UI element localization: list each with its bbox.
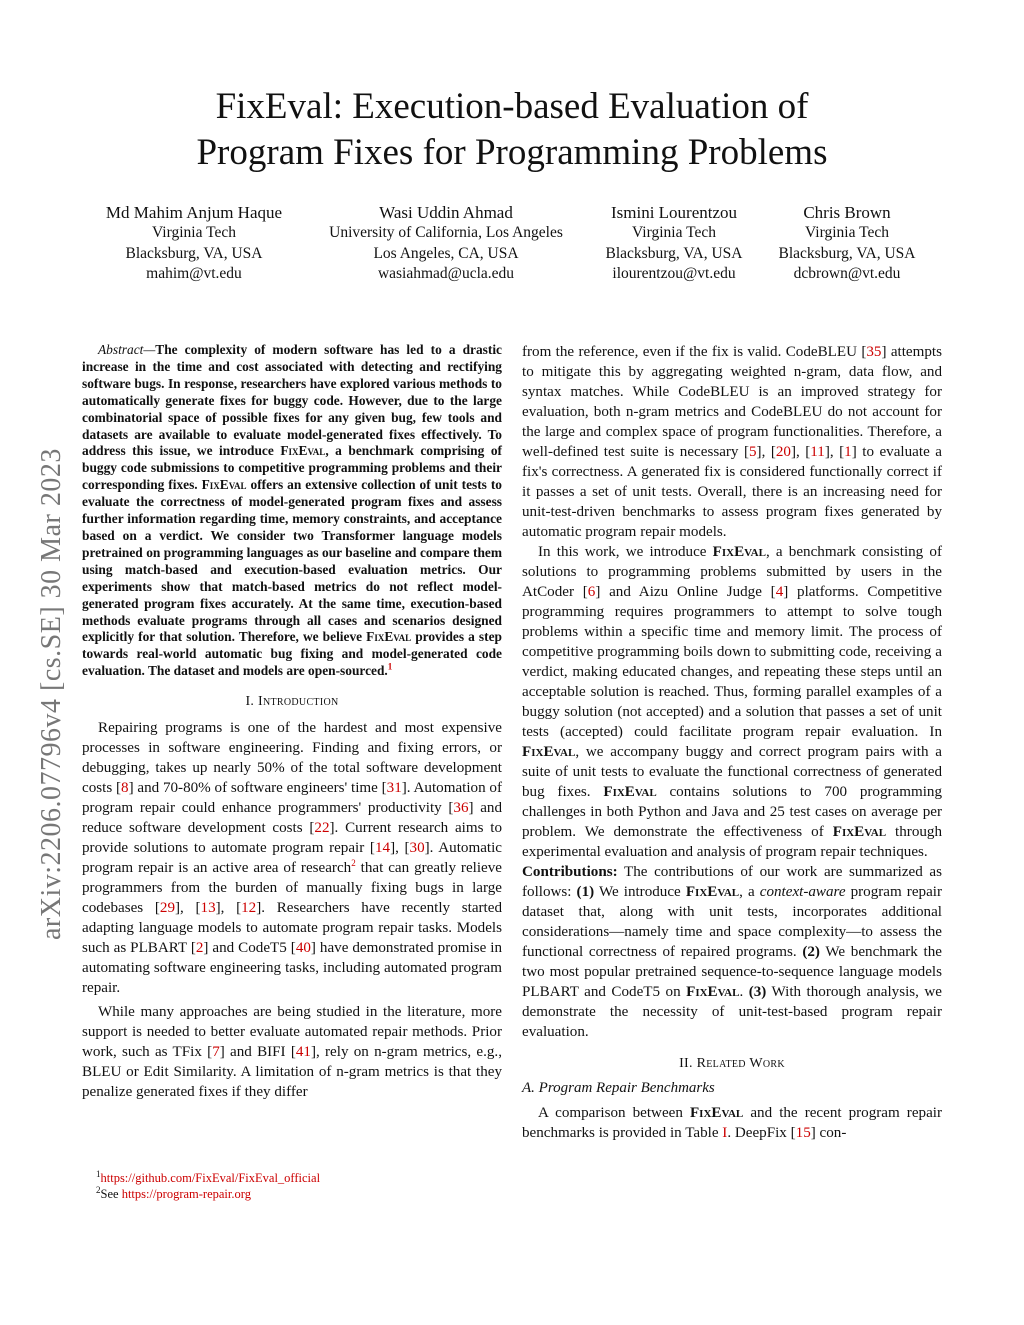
citation-link[interactable]: 40 [295,940,311,957]
citation-link[interactable]: 41 [295,1044,311,1061]
citation-link[interactable]: 6 [587,584,596,600]
fixeval-name: FixEval [603,784,657,800]
author-email: mahim@vt.edu [146,265,242,282]
author-location: Los Angeles, CA, USA [373,244,519,262]
citation-link[interactable]: 29 [159,900,175,917]
fixeval-name: FixEval [201,477,247,493]
footnote-ref[interactable]: 1 [387,661,393,672]
author-affiliation: University of California, Los Angeles [329,224,563,241]
abstract-label: Abstract— [98,342,156,357]
citation-link[interactable]: 12 [241,900,257,917]
fixeval-name: FixEval [366,629,412,645]
table-ref-link[interactable]: I [722,1125,728,1141]
right-column [522,342,942,1143]
left-column [82,342,502,1102]
contributions-paragraph: Contributions: The contributions of our work are summarized as follows: (1) We introduce FixEval, a context-aware program repair dataset that, along with unit tests, incorporates additional considerations—namely time and space complexity—to assess the functional correctness of repaired programs. (2) We benchmark the two most popular pretrained sequence-to-sequence language models PLBART and CodeT5 on FixEval. (3) With thorough analysis, we demonstrate the necessity of unit-test-based program repair evaluation. [522,864,943,1040]
citation-link[interactable]: 11 [810,444,825,460]
footnotes [96,1170,320,1202]
citation-link[interactable]: 5 [749,444,757,460]
fixeval-name: FixEval [686,984,740,1000]
author-name: Ismini Lourentzou [610,203,738,222]
author-affiliation: Virginia Tech [805,224,889,241]
citation-link[interactable]: 4 [775,584,784,600]
author-email: wasiahmad@ucla.edu [377,265,515,282]
citation-link[interactable]: 14 [374,840,391,857]
intro-paragraph-3: from the reference, even if the fix is valid. CodeBLEU [35] attempts to mitigate this by aggregating weighted n-gram, data flow, and syntax matches. While CodeBLEU is an improved strategy for evaluation, both n-gram metrics and CodeBLEU do not account for the large and complex space of program functionalities. Therefore, a well-defined test suite is necessary [5], [20], [11], [1] to evaluate a fix's correctness. A generated fix is considered functionally correct if it passes a set of unit tests. Overall, there is an increasing need for unit-test-driven benchmarks to assess program fixes generated by automatic program repair models. [522,344,942,540]
citation-link[interactable]: 15 [795,1125,811,1141]
fixeval-name: FixEval [689,1105,744,1121]
paper-title [60,84,964,176]
related-work-paragraph: A comparison between FixEval and the recent program repair benchmarks is provided in Table I. DeepFix [15] con- [522,1105,942,1141]
abstract: Abstract—The complexity of modern software has led to a drastic increase in the time and cost associated with detecting and rectifying software bugs. In response, researchers have explored various methods to automatically generate fixes for buggy code. However, due to the large combinatorial space of possible fixes for any given bug, few tools and datasets are available to evaluate model-generated fixes effectively. To address this issue, we introduce FixEval, a benchmark comprising of buggy code submissions to competitive programming problems and their corresponding fixes. FixEval offers an extensive collection of unit tests to evaluate the correctness of model-generated program fixes and assess further information regarding time, memory constraints, and acceptance based on a verdict. We consider two Transformer language models pretrained on programming languages as our baseline and compare them using match-based and execution-based evaluation metrics. Our experiments show that match-based metrics do not reflect model-generated program fixes accurately. At the same time, execution-based methods evaluate programs through all cases and scenarios designed explicitly for that solution. Therefore, we believe FixEval provides a step towards real-world automatic bug fixing and model-generated code evaluation. The dataset and models are open-sourced.$^1$ [82,342,502,679]
intro-paragraph-2: While many approaches are being studied in the literature, more support is needed to better evaluate automated repair methods. Prior work, such as TFix [7] and BIFI [41], rely on n-gram metrics, e.g., BLEU or Edit Similarity. A limitation of n-gram metrics is that they penalize generated fixes if they differ [82,1004,502,1101]
author-location: Blacksburg, VA, USA [125,244,263,262]
author-block [315,202,577,285]
author-block [596,202,752,285]
title-line-2: Program Fixes for Programming Problems [196,132,828,173]
contributions-label: Contributions: [522,864,618,880]
subsection-heading: A. Program Repair Benchmarks [522,1080,715,1096]
author-name: Chris Brown [803,203,891,222]
citation-link[interactable]: 13 [200,900,216,917]
author-name: Md Mahim Anjum Haque [105,203,283,222]
citation-link[interactable]: 7 [212,1044,220,1061]
author-location: Blacksburg, VA, USA [605,244,743,262]
author-email: dcbrown@vt.edu [793,265,901,282]
fixeval-name: FixEval [522,744,576,760]
author-location: Blacksburg, VA, USA [778,244,916,262]
footnote-1: $^1$https://github.com/FixEval/FixEval_official [96,1168,321,1185]
author-email: ilourentzou@vt.edu [612,265,736,282]
title-line-1: FixEval: Execution-based Evaluation of [215,86,809,127]
section-heading-introduction: I. Introduction [245,694,339,710]
section-heading-related-work: II. Related Work [679,1056,785,1071]
author-affiliation: Virginia Tech [632,224,716,241]
fixeval-name: FixEval [685,884,740,900]
intro-paragraph-4: In this work, we introduce FixEval, a benchmark consisting of solutions to programming problems submitted by users in the AtCoder [6] and Aizu Online Judge [4] platforms. Competitive programming requires programmers to attempt to solve tough problems within a specific time and memory limit. The process of competitive programming boils down to submitting code, receiving a verdict, making educated changes, and repeating these steps until an acceptable solution is reached. Thus, forming parallel examples of a buggy solution (not accepted) and a solution that passes a set of unit tests (accepted) could facilitate program repair evaluation. In FixEval, we accompany buggy and correct program pairs with a suite of unit tests to evaluate the functional correctness of generated bug fixes. FixEval contains solutions to 700 programming challenges in both Python and Java and 25 test cases on average per problem. We demonstrate the effectiveness of FixEval through experimental evaluation and analysis of program repair techniques. [522,544,943,860]
author-affiliation: Virginia Tech [152,224,236,241]
author-name: Wasi Uddin Ahmad [379,203,513,222]
citation-link[interactable]: 22 [314,820,330,837]
citation-link[interactable]: 36 [453,800,469,817]
citation-link[interactable]: 2 [195,940,204,957]
fixeval-name: FixEval [712,544,766,560]
fixeval-name: FixEval [832,824,887,840]
citation-link[interactable]: 8 [121,780,129,797]
footnote-2: $^2$See https://program-repair.org [96,1184,251,1201]
footnote-link[interactable]: https://github.com/FixEval/FixEval_official [100,1171,321,1185]
footnote-link[interactable]: https://program-repair.org [121,1187,251,1201]
citation-link[interactable]: 20 [775,444,791,460]
intro-paragraph-1: Repairing programs is one of the hardest and most expensive processes in software engineering. Finding and fixing errors, or debugging, takes up nearly 50% of the total software development costs [8] and 70-80% of software engineers' time [31]. Automation of program repair could enhance programmers' productivity [36] and reduce software development costs [22]. Current research aims to provide solutions to automate program repair [14], [30]. Automatic program repair is an active area of research$^2$ that can greatly relieve programmers from the burden of manually fixing bugs in large codebases [29], [13], [12]. Researchers have recently started adapting language models to automate program repair tasks. Models such as PLBART [2] and CodeT5 [40] have demonstrated promise in automating software engineering tasks, including automated program repair. [82,720,503,997]
footnote-ref[interactable]: 2 [351,858,356,869]
author-block [770,202,924,285]
citation-link[interactable]: 30 [409,840,425,857]
citation-link[interactable]: 35 [866,344,882,360]
citation-link[interactable]: 1 [844,444,852,460]
arxiv-identifier: arXiv:2206.07796v4 [cs.SE] 30 Mar 2023 [36,448,67,940]
fixeval-name: FixEval [280,443,326,459]
citation-link[interactable]: 31 [386,780,402,797]
author-block [96,202,292,285]
